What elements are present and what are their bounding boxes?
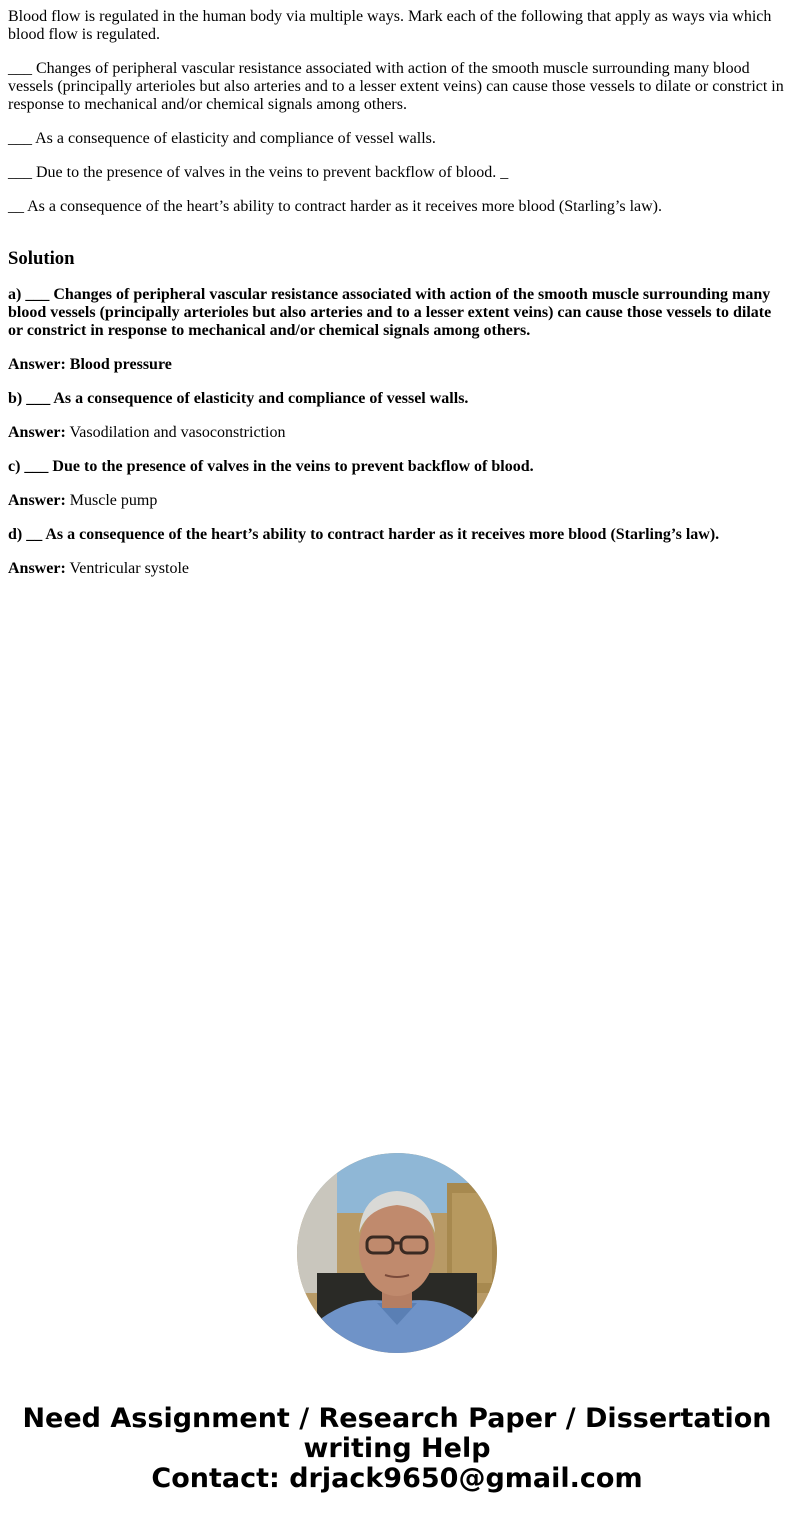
question-intro: Blood flow is regulated in the human body via multiple ways. Mark each of the following that apply as ways via which blood flow is regulated. <box>8 8 772 43</box>
question-item-a: ___ Changes of peripheral vascular resistance associated with action of the smooth muscle surrounding many blood vessels (principally arterioles but also arteries and to a lesser extent veins) can cause those vessels to dilate or constrict in response to mechanical and/or chemical signals among others. <box>8 60 784 113</box>
document-body <box>8 8 786 594</box>
solution-answer-a <box>8 356 786 374</box>
question-item-d: __ As a consequence of the heart’s ability to contract harder as it receives more blood (Starling’s law). <box>8 198 663 215</box>
answer-label: Answer: <box>8 492 66 509</box>
author-photo-icon <box>297 1153 497 1353</box>
question-item-c: ___ Due to the presence of valves in the veins to prevent backflow of blood. _ <box>8 164 509 181</box>
solution-question-d: d) __ As a consequence of the heart’s ability to contract harder as it receives more blood (Starling’s law). <box>8 526 720 543</box>
solution-answer-d <box>8 560 786 578</box>
answer-value: Blood pressure <box>69 356 172 373</box>
promo-banner <box>0 1404 794 1494</box>
author-avatar <box>297 1153 497 1353</box>
answer-label: Answer: <box>8 356 66 373</box>
answer-label: Answer: <box>8 560 66 577</box>
answer-value: Ventricular systole <box>69 560 190 577</box>
question-item-b: ___ As a consequence of elasticity and compliance of vessel walls. <box>8 130 436 147</box>
solution-question-c: c) ___ Due to the presence of valves in the veins to prevent backflow of blood. <box>8 458 534 475</box>
answer-label: Answer: <box>8 424 66 441</box>
solution-question-a: a) ___ Changes of peripheral vascular resistance associated with action of the smooth muscle surrounding many blood vessels (principally arterioles but also arteries and to a lesser extent veins) can cause those vessels to dilate or constrict in response to mechanical and/or chemical signals among others. <box>8 286 772 339</box>
promo-headline: Need Assignment / Research Paper / Dissertation writing Help <box>22 1403 772 1464</box>
answer-value: Muscle pump <box>69 492 158 509</box>
solution-question-b: b) ___ As a consequence of elasticity and compliance of vessel walls. <box>8 390 469 407</box>
solution-heading: Solution <box>8 248 75 269</box>
answer-value: Vasodilation and vasoconstriction <box>69 424 286 441</box>
promo-contact: Contact: drjack9650@gmail.com <box>151 1463 643 1494</box>
solution-answer-c <box>8 492 786 510</box>
solution-answer-b <box>8 424 786 442</box>
